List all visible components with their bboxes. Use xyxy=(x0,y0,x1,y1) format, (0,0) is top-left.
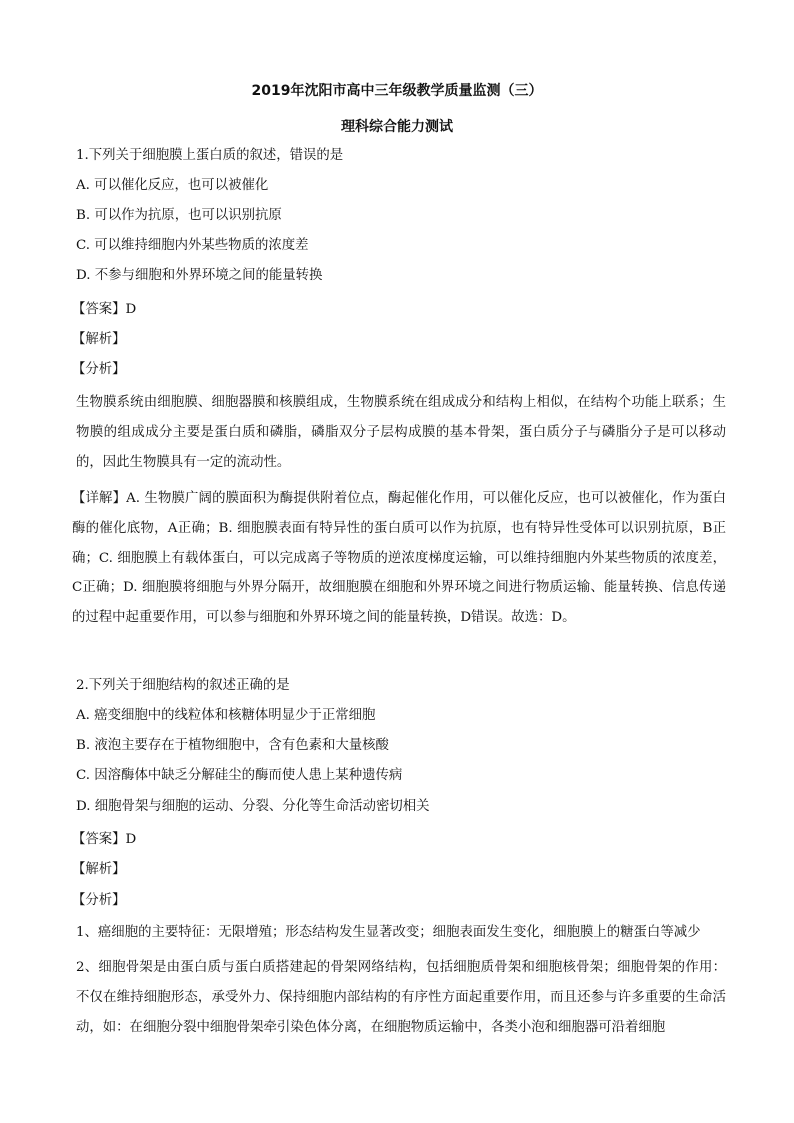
question-1-stem: 1.下列关于细胞膜上蛋白质的叙述，错误的是 xyxy=(76,148,344,163)
question-1-fenxi-label: 【分析】 xyxy=(72,362,126,377)
question-1-analysis-label: 【解析】 xyxy=(72,332,126,347)
question-1-option-d: D. 不参与细胞和外界环境之间的能量转换 xyxy=(76,268,323,283)
question-1-answer: 【答案】D xyxy=(72,302,137,317)
question-2-fenxi-label: 【分析】 xyxy=(72,893,126,908)
question-1-fenxi-text: 生物膜系统由细胞膜、细胞器膜和核膜组成，生物膜系统在组成成分和结构上相似，在结构个功能上联系；生物膜的组成成分主要是蛋白质和磷脂，磷脂双分子层构成膜的基本骨架，蛋白质分子与磷脂分子是可以移动的，因此生物膜具有一定的流动性。 xyxy=(76,395,726,470)
question-2-analysis-label: 【解析】 xyxy=(72,862,126,877)
question-2-option-b: B. 液泡主要存在于植物细胞中，含有色素和大量核酸 xyxy=(76,738,389,753)
question-2-option-a: A. 癌变细胞中的线粒体和核糖体明显少于正常细胞 xyxy=(76,708,376,723)
question-1-option-c: C. 可以维持细胞内外某些物质的浓度差 xyxy=(76,238,309,253)
question-1-option-b: B. 可以作为抗原，也可以识别抗原 xyxy=(76,208,282,223)
question-2-stem: 2.下列关于细胞结构的叙述正确的是 xyxy=(76,678,290,693)
question-2-point-1: 1、癌细胞的主要特征：无限增殖；形态结构发生显著改变；细胞表面发生变化，细胞膜上的糖蛋白等减少 xyxy=(76,925,701,940)
question-2-answer: 【答案】D xyxy=(72,832,137,847)
question-2-option-c: C. 因溶酶体中缺乏分解硅尘的酶而使人患上某种遗传病 xyxy=(76,768,403,783)
question-1-option-a: A. 可以催化反应，也可以被催化 xyxy=(76,178,269,193)
question-2-option-d: D. 细胞骨架与细胞的运动、分裂、分化等生命活动密切相关 xyxy=(76,799,430,814)
question-1-detail-text: 【详解】A. 生物膜广阔的膜面积为酶提供附着位点，酶起催化作用，可以催化反应，也可以被催化，作为蛋白酶的催化底物，A正确；B. 细胞膜表面有特异性的蛋白质可以作为抗原，也有特异性受体可以识别抗原，B正确；C. 细胞膜上有载体蛋白，可以完成离子等物质的逆浓度梯度运输，可以维持细胞内外某些物质的浓度差，C正确；D. 细胞膜将细胞与外界分隔开，故细胞膜在细胞和外界环境之间进行物质运输、能量转换、信息传递的过程中起重要作用，可以参与细胞和外界环境之间的能量转换，D错误。故选：D。 xyxy=(72,491,726,626)
page-title: 2019年沈阳市高中三年级教学质量监测（三） xyxy=(251,83,543,99)
question-2-point-2: 2、细胞骨架是由蛋白质与蛋白质搭建起的骨架网络结构，包括细胞质骨架和细胞核骨架；细胞骨架的作用：不仅在维持细胞形态，承受外力、保持细胞内部结构的有序性方面起重要作用，而且还参与许多重要的生命活动，如：在细胞分裂中细胞骨架牵引染色体分离，在细胞物质运输中，各类小泡和细胞器可沿着细胞 xyxy=(76,960,726,1035)
page-subtitle: 理科综合能力测试 xyxy=(341,119,453,135)
